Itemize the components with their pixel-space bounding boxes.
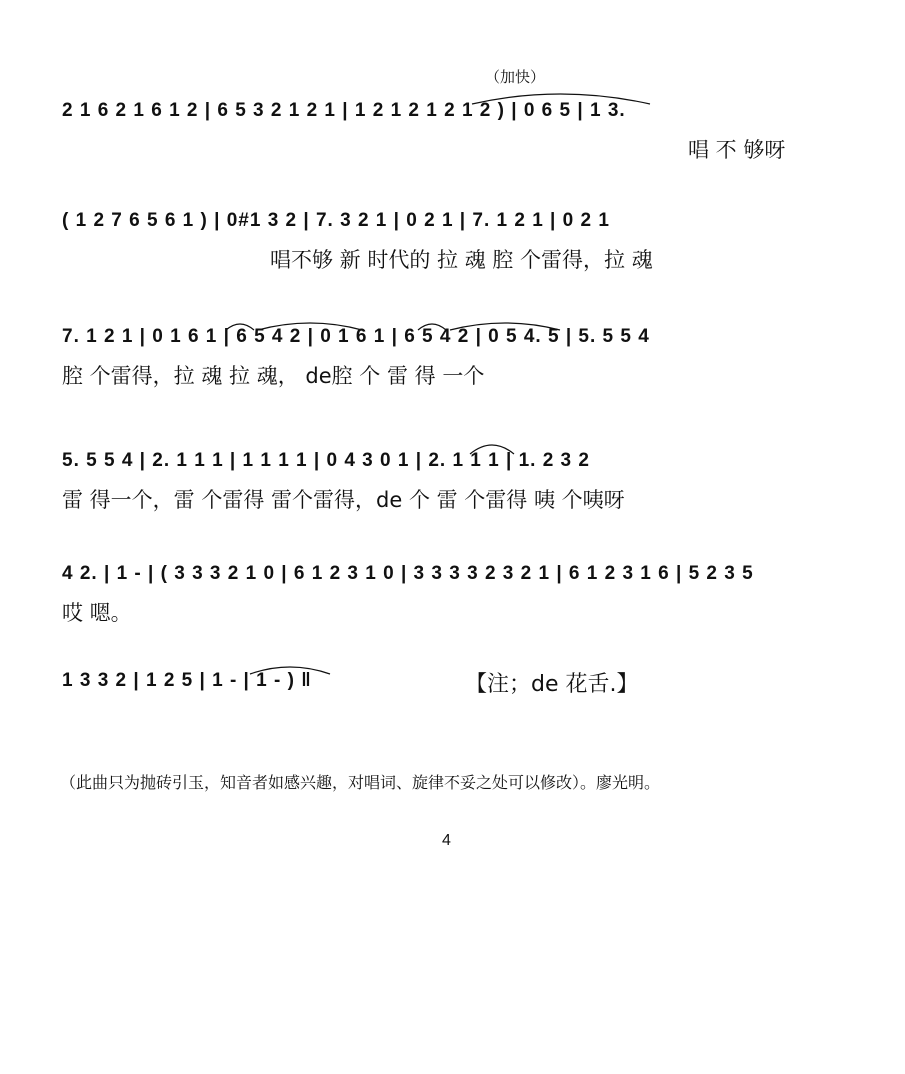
system-3-lyrics: 腔 个雷得，拉 魂 拉 魂， de腔 个 雷 得 一个 [62,364,485,388]
slur-mark [226,324,254,330]
system-4-notes: 5. 5 5 4 | 2. 1 1 1 | 1 1 1 1 | 0 4 3 0 1 | 2. 1 1 1 | 1. 2 3 2 [62,450,590,471]
slur-mark [450,323,560,330]
performance-annotation: 【注；de 花舌.】 [465,672,639,697]
system-6-notes: 1 3 3 2 | 1 2 5 | 1 - | 1 - ) ‖ [62,670,312,691]
system-1-lyrics: 唱 不 够呀 [688,138,786,162]
slur-mark [470,445,514,454]
system-4-lyrics: 雷 得一个，雷 个雷得 雷个雷得，de 个 雷 个雷得 咦 个咦呀 [62,488,625,512]
system-1-notes: 2 1 6 2 1 6 1 2 | 6 5 3 2 1 2 1 | 1 2 1 2 1 2 1 2 ) | 0 6 5 | 1 3. [62,100,626,121]
system-5-lyrics: 哎 嗯。 [62,601,132,625]
system-2-lyrics: 唱不够 新 时代的 拉 魂 腔 个雷得，拉 魂 [270,248,653,272]
tie-mark [250,667,330,674]
system-2-notes: ( 1 2 7 6 5 6 1 ) | 0#1 3 2 | 7. 3 2 1 | 0 2 1 | 7. 1 2 1 | 0 2 1 [62,210,610,231]
system-5-notes: 4 2. | 1 - | ( 3 3 3 2 1 0 | 6 1 2 3 1 0 | 3 3 3 3 2 3 2 1 | 6 1 2 3 1 6 | 5 2 3 5 [62,563,754,584]
page-number: 4 [442,832,451,849]
slur-mark [418,324,446,330]
slur-mark [472,94,650,104]
footer-note: （此曲只为抛砖引玉，知音者如感兴趣，对唱词、旋律不妥之处可以修改）。廖光明。 [60,773,661,792]
system-3-notes: 7. 1 2 1 | 0 1 6 1 | 6 5 4 2 | 0 1 6 1 | 6 5 4 2 | 0 5 4. 5 | 5. 5 5 4 [62,326,650,347]
slur-mark [258,323,362,330]
tempo-mark: （加快） [485,68,546,86]
